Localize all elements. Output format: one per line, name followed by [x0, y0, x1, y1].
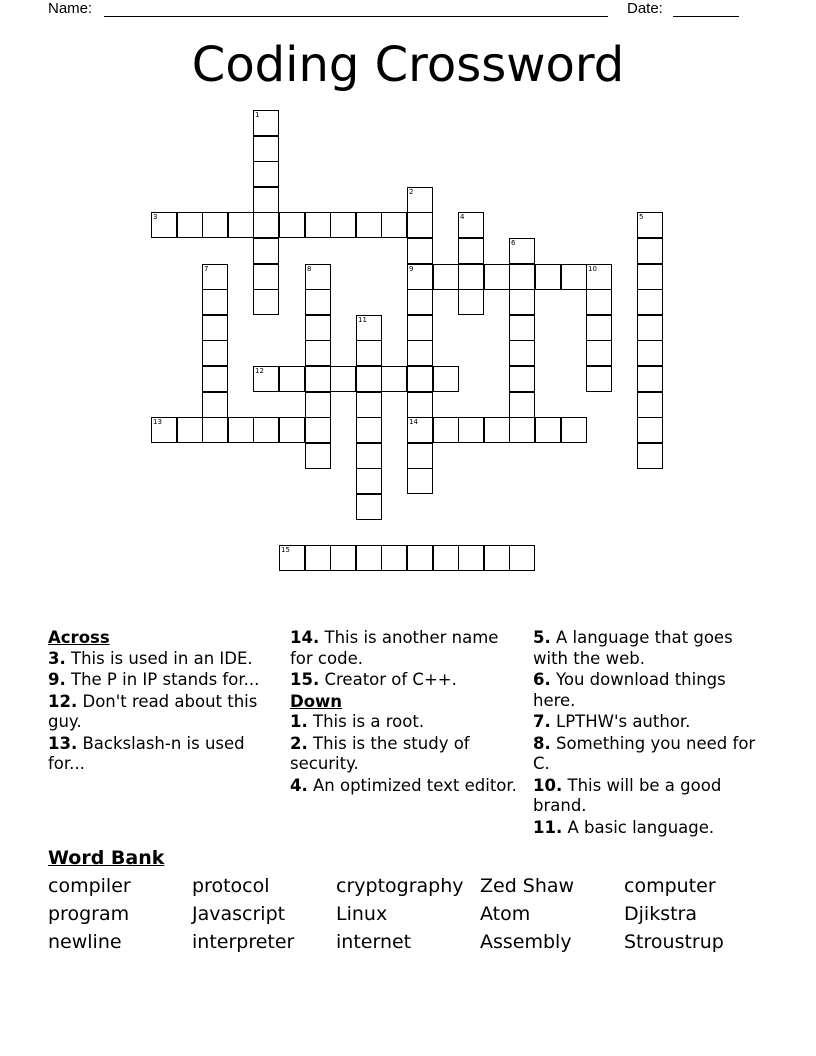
grid-cell[interactable]: [407, 289, 433, 315]
grid-cell[interactable]: [202, 315, 228, 341]
grid-cell[interactable]: [509, 238, 535, 264]
grid-cell[interactable]: [586, 340, 612, 366]
grid-cell[interactable]: [177, 417, 203, 443]
grid-cell[interactable]: [433, 545, 459, 571]
clue-column-3: [533, 628, 765, 839]
grid-cell[interactable]: [253, 161, 279, 187]
grid-cell[interactable]: [407, 238, 433, 264]
grid-cell[interactable]: [458, 545, 484, 571]
word-bank-item: Linux: [336, 903, 388, 925]
grid-cell[interactable]: [535, 264, 561, 290]
word-bank-item: Atom: [480, 903, 531, 925]
grid-cell[interactable]: [561, 417, 587, 443]
word-bank-item: internet: [336, 931, 412, 953]
grid-cell[interactable]: [637, 289, 663, 315]
grid-cell[interactable]: [356, 494, 382, 520]
grid-cell[interactable]: [509, 366, 535, 392]
grid-cell[interactable]: [458, 264, 484, 290]
grid-cell[interactable]: [407, 212, 433, 238]
grid-cell[interactable]: [407, 340, 433, 366]
grid-cell[interactable]: [356, 392, 382, 418]
grid-cell[interactable]: [637, 392, 663, 418]
grid-cell[interactable]: [637, 315, 663, 341]
grid-cell[interactable]: [253, 110, 279, 136]
clue-down-5: 5. A language that goes with the web.: [533, 628, 733, 668]
grid-cell[interactable]: [586, 289, 612, 315]
grid-cell[interactable]: [484, 417, 510, 443]
word-bank-item: protocol: [192, 875, 270, 897]
grid-cell[interactable]: [407, 545, 433, 571]
grid-cell[interactable]: [202, 392, 228, 418]
clue-number: 1: [255, 111, 260, 119]
clue-across-15: 15. Creator of C++.: [290, 670, 457, 689]
word-bank-item: program: [48, 903, 130, 925]
grid-cell[interactable]: [202, 417, 228, 443]
grid-cell[interactable]: [356, 212, 382, 238]
grid-cell[interactable]: [433, 366, 459, 392]
word-bank-item: interpreter: [192, 931, 295, 953]
grid-cell[interactable]: [586, 366, 612, 392]
grid-cell[interactable]: [305, 366, 331, 392]
grid-cell[interactable]: [381, 366, 407, 392]
grid-cell[interactable]: [151, 212, 177, 238]
grid-cell[interactable]: [356, 468, 382, 494]
grid-cell[interactable]: [279, 417, 305, 443]
grid-cell[interactable]: [305, 443, 331, 469]
grid-cell[interactable]: [253, 238, 279, 264]
word-bank-item: Stroustrup: [624, 931, 724, 953]
grid-cell[interactable]: [253, 417, 279, 443]
date-label: Date:: [627, 0, 663, 17]
grid-cell[interactable]: [407, 392, 433, 418]
grid-cell[interactable]: [356, 315, 382, 341]
grid-cell[interactable]: [509, 340, 535, 366]
grid-cell[interactable]: [202, 212, 228, 238]
clue-across-13: 13. Backslash-n is used for...: [48, 733, 245, 773]
clue-number: 2: [409, 188, 414, 196]
across-heading: Across: [48, 628, 110, 647]
grid-cell[interactable]: [356, 443, 382, 469]
grid-cell[interactable]: [407, 443, 433, 469]
grid-cell[interactable]: [637, 264, 663, 290]
grid-cell[interactable]: [509, 315, 535, 341]
grid-cell[interactable]: [407, 468, 433, 494]
clue-number: 15: [281, 546, 290, 554]
grid-cell[interactable]: [509, 392, 535, 418]
clue-number: 4: [460, 213, 465, 221]
clue-number: 12: [255, 367, 264, 375]
grid-cell[interactable]: [228, 212, 254, 238]
clue-across-14: 14. This is another name for code.: [290, 628, 499, 668]
grid-cell[interactable]: [381, 212, 407, 238]
clue-across-9: 9. The P in IP stands for...: [48, 670, 260, 689]
clue-down-1: 1. This is a root.: [290, 712, 425, 731]
clue-column-2: [290, 628, 522, 797]
grid-cell[interactable]: [330, 366, 356, 392]
grid-cell[interactable]: [202, 289, 228, 315]
grid-cell[interactable]: [637, 366, 663, 392]
grid-cell[interactable]: [253, 187, 279, 213]
grid-cell[interactable]: [305, 545, 331, 571]
clue-down-2: 2. This is the study of security.: [290, 733, 470, 773]
grid-cell[interactable]: [253, 212, 279, 238]
clue-number: 8: [307, 265, 312, 273]
clue-number: 10: [588, 265, 597, 273]
grid-cell[interactable]: [381, 545, 407, 571]
grid-cell[interactable]: [637, 417, 663, 443]
grid-cell[interactable]: [535, 417, 561, 443]
word-bank-item: Assembly: [480, 931, 572, 953]
clue-down-6: 6. You download things here.: [533, 670, 726, 710]
word-bank-item: cryptography: [336, 875, 464, 897]
grid-cell[interactable]: [356, 340, 382, 366]
grid-cell[interactable]: [586, 315, 612, 341]
clue-across-3: 3. This is used in an IDE.: [48, 648, 253, 668]
grid-cell[interactable]: [279, 366, 305, 392]
grid-cell[interactable]: [228, 417, 254, 443]
clue-number: 7: [204, 265, 209, 273]
grid-cell[interactable]: [561, 264, 587, 290]
grid-cell[interactable]: [330, 212, 356, 238]
grid-cell[interactable]: [305, 212, 331, 238]
word-bank-item: newline: [48, 931, 122, 953]
grid-cell[interactable]: [305, 315, 331, 341]
grid-cell[interactable]: [586, 264, 612, 290]
grid-cell[interactable]: [305, 392, 331, 418]
grid-cell[interactable]: [637, 212, 663, 238]
grid-cell[interactable]: [458, 289, 484, 315]
grid-cell[interactable]: [509, 545, 535, 571]
word-bank-item: compiler: [48, 875, 131, 897]
grid-cell[interactable]: [407, 315, 433, 341]
grid-cell[interactable]: [151, 417, 177, 443]
word-bank-item: Zed Shaw: [480, 875, 575, 897]
grid-cell[interactable]: [356, 545, 382, 571]
name-label: Name:: [48, 0, 93, 17]
grid-cell[interactable]: [253, 264, 279, 290]
grid-cell[interactable]: [253, 136, 279, 162]
clue-down-11: 11. A basic language.: [533, 817, 715, 837]
grid-cell[interactable]: [356, 366, 382, 392]
grid-cell[interactable]: [484, 545, 510, 571]
word-bank-title: Word Bank: [48, 847, 165, 869]
word-bank-item: Javascript: [192, 903, 286, 925]
grid-cell[interactable]: [484, 264, 510, 290]
grid-cell[interactable]: [637, 238, 663, 264]
clue-number: 9: [409, 265, 414, 273]
grid-cell[interactable]: [458, 212, 484, 238]
grid-cell[interactable]: [407, 366, 433, 392]
clue-across-12: 12. Don't read about this guy.: [48, 691, 258, 731]
clue-down-4: 4. An optimized text editor.: [290, 775, 517, 795]
grid-cell[interactable]: [458, 417, 484, 443]
clue-number: 3: [153, 213, 158, 221]
grid-cell[interactable]: [202, 366, 228, 392]
grid-cell[interactable]: [509, 417, 535, 443]
clue-number: 13: [153, 418, 162, 426]
word-bank-item: computer: [624, 875, 716, 897]
grid-cell[interactable]: [279, 212, 305, 238]
grid-cell[interactable]: [253, 289, 279, 315]
grid-cell[interactable]: [305, 340, 331, 366]
grid-cell[interactable]: [637, 340, 663, 366]
grid-cell[interactable]: [279, 545, 305, 571]
clue-column-1: [48, 628, 280, 776]
clue-number: 11: [358, 316, 367, 324]
grid-cell[interactable]: [433, 264, 459, 290]
grid-cell[interactable]: [509, 289, 535, 315]
grid-cell[interactable]: [253, 366, 279, 392]
grid-cell[interactable]: [458, 238, 484, 264]
grid-cell[interactable]: [356, 417, 382, 443]
clue-down-8: 8. Something you need for C.: [533, 733, 756, 773]
grid-cell[interactable]: [202, 264, 228, 290]
grid-cell[interactable]: [177, 212, 203, 238]
grid-cell[interactable]: [407, 264, 433, 290]
clue-number: 6: [511, 239, 516, 247]
clue-down-10: 10. This will be a good brand.: [533, 775, 722, 815]
grid-cell[interactable]: [509, 264, 535, 290]
word-bank-item: Djikstra: [624, 903, 697, 925]
clue-number: 5: [639, 213, 644, 221]
grid-cell[interactable]: [202, 340, 228, 366]
grid-cell[interactable]: [433, 417, 459, 443]
grid-cell[interactable]: [305, 264, 331, 290]
down-heading: Down: [290, 691, 343, 711]
grid-cell[interactable]: [330, 545, 356, 571]
page-title: Coding Crossword: [191, 37, 625, 93]
grid-cell[interactable]: [305, 289, 331, 315]
grid-cell[interactable]: [407, 417, 433, 443]
grid-cell[interactable]: [305, 417, 331, 443]
grid-cell[interactable]: [637, 443, 663, 469]
clue-down-7: 7. LPTHW's author.: [533, 712, 691, 731]
grid-cell[interactable]: [407, 187, 433, 213]
clue-number: 14: [409, 418, 418, 426]
